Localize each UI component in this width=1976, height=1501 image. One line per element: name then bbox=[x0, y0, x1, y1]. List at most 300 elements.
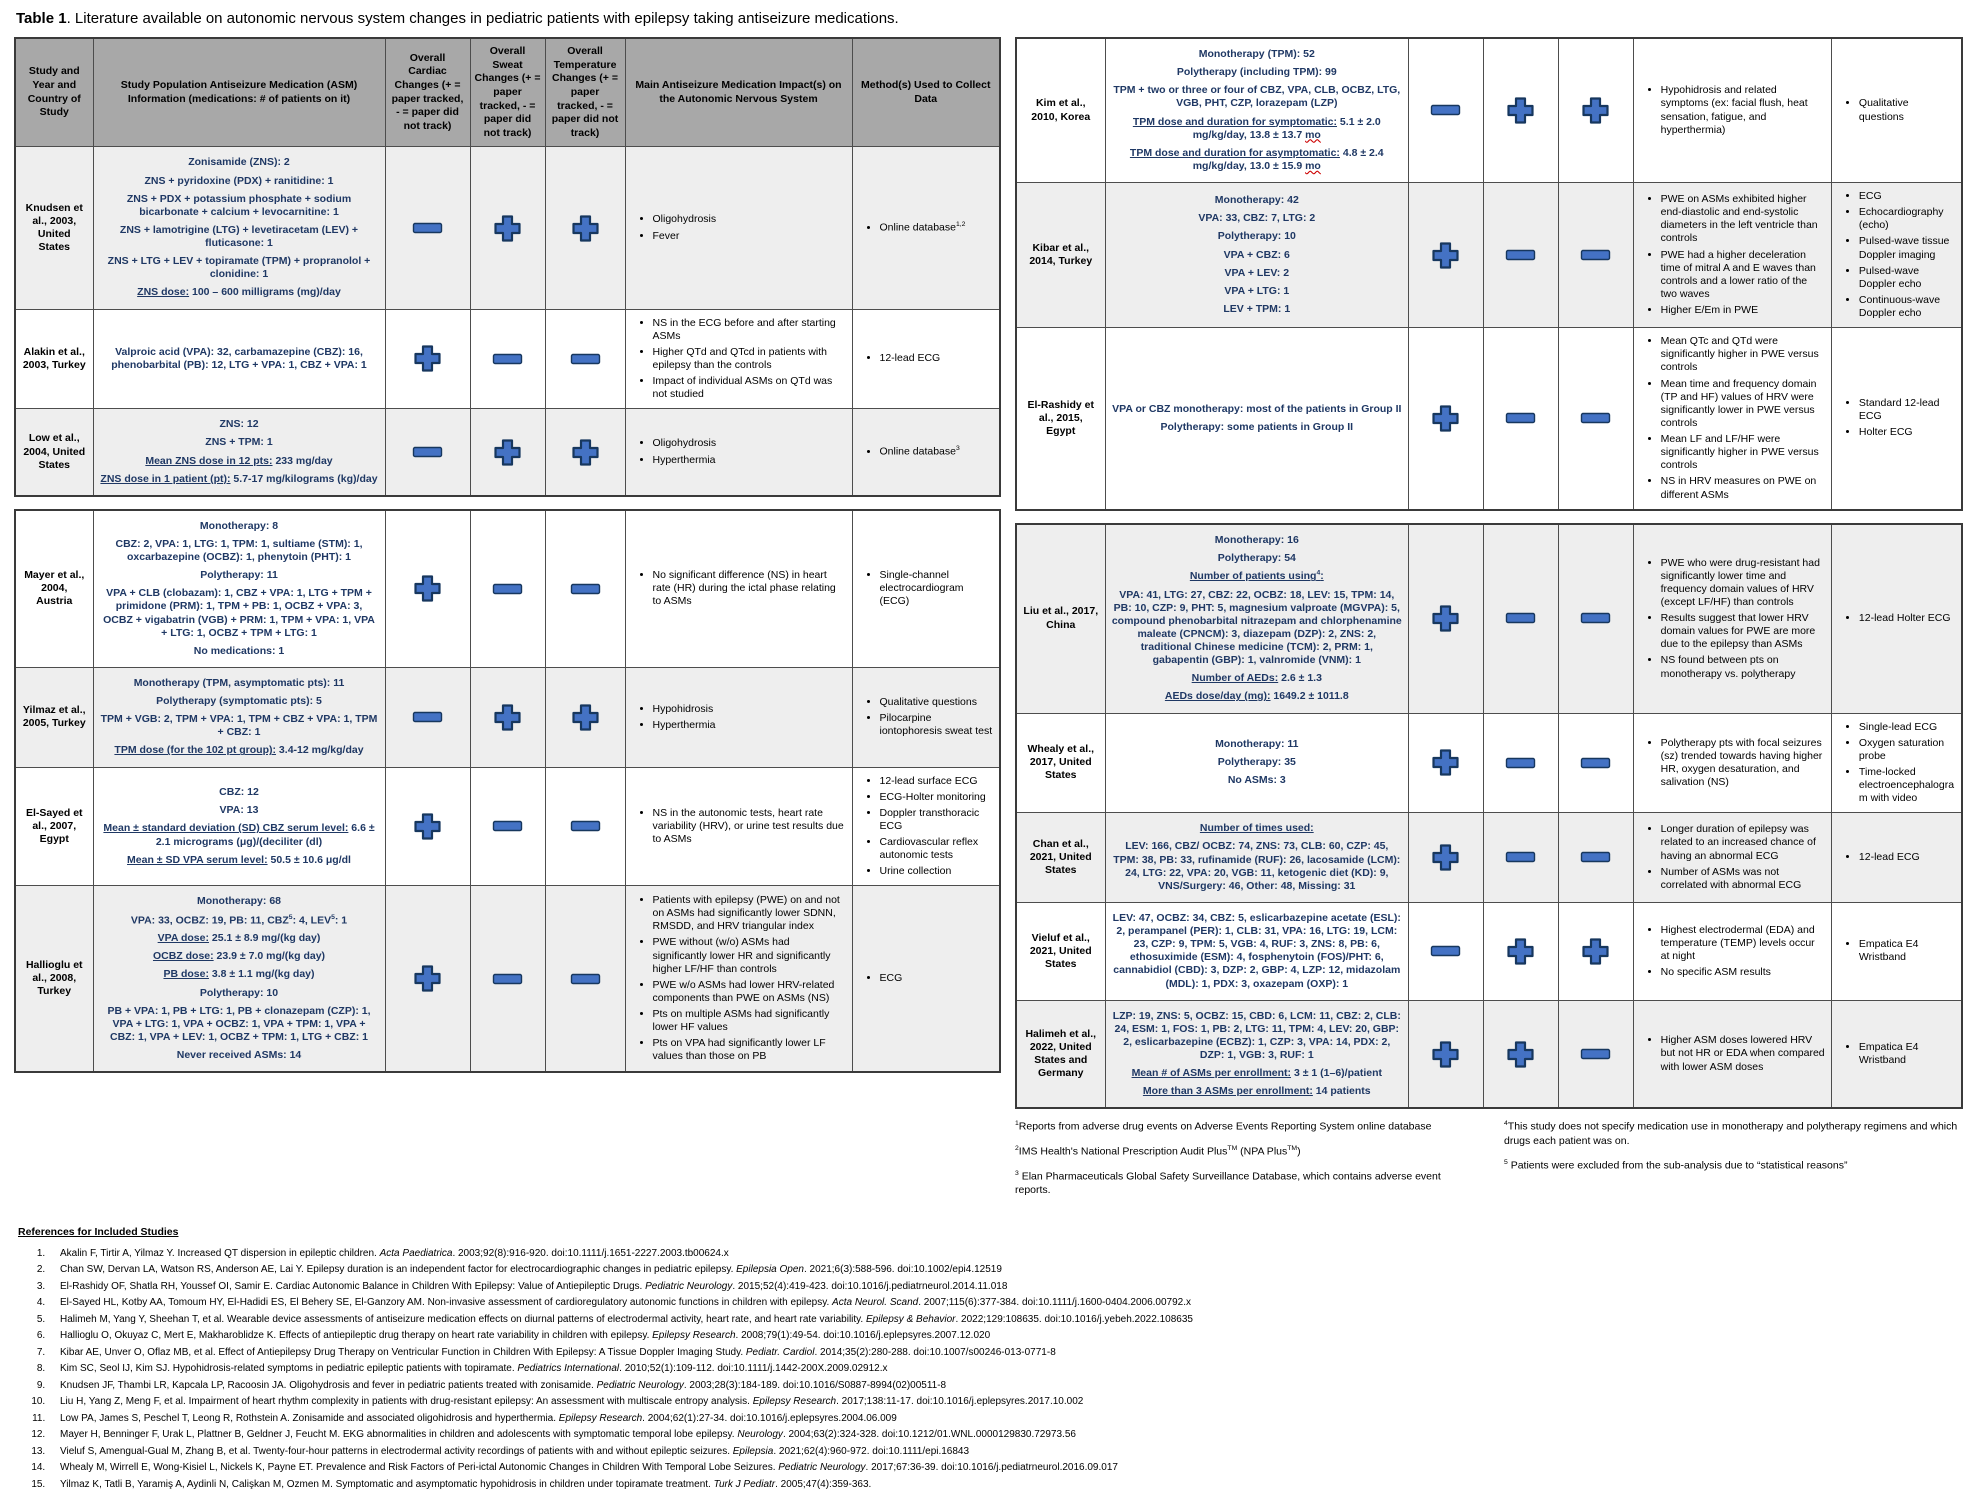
method-item: • Qualitative questions bbox=[1859, 97, 1955, 123]
plus-icon bbox=[412, 820, 443, 832]
minus-icon bbox=[412, 711, 443, 723]
table-row bbox=[1016, 183, 1962, 328]
asm-line: Monotherapy: 68 bbox=[196, 895, 281, 908]
col-header-asm-info: Study Population Antiseizure Medication (ASM) Information (medications: # of patients on it) bbox=[93, 38, 385, 147]
study-cell: Hallioglu et al., 2008, Turkey bbox=[15, 886, 93, 1072]
table-right-bottom bbox=[1015, 523, 1963, 1110]
study-cell: Liu et al., 2017, China bbox=[1016, 524, 1105, 713]
plus-icon bbox=[492, 711, 523, 723]
methods-cell bbox=[1831, 902, 1962, 1000]
methods-cell bbox=[852, 409, 1000, 496]
methods-cell bbox=[1831, 813, 1962, 903]
asm-line: Mean ZNS dose in 12 pts: 233 mg/day bbox=[145, 454, 333, 467]
minus-icon bbox=[570, 352, 601, 364]
minus-icon bbox=[1505, 756, 1536, 768]
asm-line: VPA: 41, LTG: 27, CBZ: 22, OCBZ: 18, LEV: 15, TPM: 14, PB: 10, CZP: 9, PHT: 5, magnesium valproate (MGVPA): 5, compound phenobarbital nitrazepam and chlorphenamine maleate (CPNCM): 3, diazepam (DZP): 2, ZNS: 2, traditional Chinese medicine (TCM): 2, PRM: 1, gabapentin (GBP): 1, valnromide (VNM): 1 bbox=[1111, 588, 1402, 667]
asm-line: CBZ: 12 bbox=[219, 786, 259, 799]
asm-line: Polytherapy: some patients in Group II bbox=[1160, 420, 1354, 433]
asm-line: Monotherapy: 42 bbox=[1214, 194, 1299, 207]
asm-line: Polytherapy: 35 bbox=[1217, 756, 1296, 769]
method-item: • 12-lead ECG bbox=[880, 352, 994, 365]
footnote: $^4$This study does not specify medication use in monotherapy and polytherapy regimens and which drugs each patient was on. bbox=[1504, 1120, 1958, 1148]
references-section bbox=[14, 1226, 1962, 1492]
sweat-changes-cell bbox=[470, 767, 545, 886]
asm-line: VPA or CBZ monotherapy: most of the patients in Group II bbox=[1112, 402, 1402, 415]
impact-item: • Longer duration of epilepsy was related to an increased chance of having an abnormal ECG bbox=[1661, 823, 1825, 862]
impact-item: • Hyperthermia bbox=[653, 454, 846, 467]
plus-icon bbox=[412, 353, 443, 365]
asm-line: ZNS: 12 bbox=[219, 418, 259, 431]
methods-cell bbox=[1831, 1000, 1962, 1108]
method-item: • Pulsed-wave Doppler echo bbox=[1859, 265, 1955, 291]
impact-item: • PWE without (w/o) ASMs had significantly lower HR and significantly higher LF/HF than controls bbox=[653, 936, 846, 975]
reference-item: 12. Mayer H, Benninger F, Urak L, Plattner B, Geldner J, Feucht M. EKG abnormalities in children and adolescents with symptomatic temporal lobe epilepsy. Neurology. 2004;63(2):324-328. doi:10.1212/01.WNL.0000129830.72973.56 bbox=[48, 1427, 1962, 1442]
study-cell: Kim et al., 2010, Korea bbox=[1016, 38, 1105, 183]
minus-icon bbox=[492, 972, 523, 984]
method-item: • Holter ECG bbox=[1859, 426, 1955, 439]
asm-line: ZNS + pyridoxine (PDX) + ranitidine: 1 bbox=[144, 174, 334, 187]
cardiac-changes-cell bbox=[1409, 1000, 1484, 1108]
methods-cell bbox=[852, 667, 1000, 767]
asm-line: TPM dose (for the 102 pt group): 3.4-12 mg/kg/day bbox=[114, 744, 364, 757]
cardiac-changes-cell bbox=[1409, 813, 1484, 903]
reference-item: 8. Kim SC, Seol IJ, Kim SJ. Hypohidrosis-related symptoms in pediatric epileptic patients with topiramate. Pediatrics International. 2010;52(1):109-112. doi:10.1111/j.1442-200X.2009.02912.x bbox=[48, 1361, 1962, 1376]
minus-icon bbox=[1505, 851, 1536, 863]
asm-line: ZNS + PDX + potassium phosphate + sodium bicarbonate + calcium + levocarnitine: 1 bbox=[126, 192, 352, 218]
references-title: References for Included Studies bbox=[18, 1225, 179, 1238]
reference-item: 7. Kibar AE, Unver O, Oflaz MB, et al. Effect of Antiepilepsy Drug Therapy on Ventricular Function in Children With Epilepsy: A Tissue Doppler Imaging Study. Pediatr. Cardiol. 2014;35(2):280-288. doi:10.1007/s00246-013-0771-8 bbox=[48, 1345, 1962, 1360]
asm-line: TPM + VGB: 2, TPM + VPA: 1, TPM + CBZ + VPA: 1, TPM + CBZ: 1 bbox=[100, 713, 378, 739]
asm-line: More than 3 ASMs per enrollment: 14 patients bbox=[1142, 1085, 1371, 1098]
reference-item: 13. Vieluf S, Amengual-Gual M, Zhang B, et al. Twenty-four-hour patterns in electrodermal activity recordings of patients with and without epileptic seizures. Epilepsia. 2021;62(4):960-972. doi:10.1111/epi.16843 bbox=[48, 1444, 1962, 1459]
study-cell: Low et al., 2004, United States bbox=[15, 409, 93, 496]
method-item: • ECG-Holter monitoring bbox=[880, 791, 994, 804]
impact-item: • NS in the autonomic tests, heart rate variability (HRV), or urine test results due to ASMs bbox=[653, 807, 846, 846]
impact-item: • Pts on VPA had significantly lower LF values than those on PB bbox=[653, 1037, 846, 1063]
table-row bbox=[15, 409, 1000, 496]
tables-container bbox=[14, 37, 1962, 1208]
impact-item: • PWE w/o ASMs had lower HRV-related components than PWE on ASMs (NS) bbox=[653, 979, 846, 1005]
cardiac-changes-cell bbox=[385, 309, 470, 409]
minus-icon bbox=[1580, 612, 1611, 624]
col-header-study: Study and Year and Country of Study bbox=[15, 38, 93, 147]
asm-line: AEDs dose/day (mg): 1649.2 ± 1011.8 bbox=[1164, 690, 1349, 703]
sweat-changes-cell bbox=[470, 409, 545, 496]
impact-item: • Highest electrodermal (EDA) and temperature (TEMP) levels occur at night bbox=[1661, 924, 1825, 963]
impact-item: • Oligohydrosis bbox=[653, 437, 846, 450]
asm-line: Polytherapy (including TPM): 99 bbox=[1176, 66, 1337, 79]
methods-cell bbox=[1831, 524, 1962, 713]
asm-line: Number of patients using$^4$: bbox=[1189, 569, 1324, 583]
table-row bbox=[15, 667, 1000, 767]
impacts-cell bbox=[1633, 1000, 1831, 1108]
plus-icon bbox=[492, 222, 523, 234]
method-item: • 12-lead ECG bbox=[1859, 851, 1955, 864]
left-column bbox=[14, 37, 999, 1073]
minus-icon bbox=[1430, 945, 1461, 957]
minus-icon bbox=[1580, 756, 1611, 768]
method-item: • Oxygen saturation probe bbox=[1859, 737, 1955, 763]
cardiac-changes-cell bbox=[385, 510, 470, 668]
minus-icon bbox=[1580, 412, 1611, 424]
asm-line: Valproic acid (VPA): 32, carbamazepine (CBZ): 16, phenobarbital (PB): 12, LTG + VPA: 1, CBZ + VPA: 1 bbox=[111, 345, 367, 371]
temperature-changes-cell bbox=[545, 309, 625, 409]
references-list bbox=[14, 1246, 1962, 1492]
study-cell: El-Sayed et al., 2007, Egypt bbox=[15, 767, 93, 886]
asm-info-cell bbox=[93, 309, 385, 409]
asm-line: VPA dose: 25.1 ± 8.9 mg/(kg day) bbox=[157, 932, 321, 945]
asm-line: Polytherapy: 10 bbox=[199, 986, 279, 999]
impact-item: • NS in HRV measures on PWE on different ASMs bbox=[1661, 475, 1825, 501]
impacts-cell bbox=[625, 147, 852, 309]
reference-item: 5. Halimeh M, Yang Y, Sheehan T, et al. Wearable device assessments of antiseizure medication effects on diurnal patterns of electrodermal activity, heart rate, and heart rate variability. Epilepsy & Behavior. 2022;129:108635. doi:10.1016/j.yebeh.2022.108635 bbox=[48, 1312, 1962, 1327]
temperature-changes-cell bbox=[545, 886, 625, 1072]
cardiac-changes-cell bbox=[385, 667, 470, 767]
method-item: • Qualitative questions bbox=[880, 696, 994, 709]
asm-info-cell bbox=[1105, 38, 1409, 183]
col-header-temperature: Overall Temperature Changes (+ = paper tracked, - = paper did not track) bbox=[545, 38, 625, 147]
plus-icon bbox=[1505, 945, 1536, 957]
reference-item: 9. Knudsen JF, Thambi LR, Kapcala LP, Racoosin JA. Oligohydrosis and fever in pediatric patients treated with zonisamide. Pediatric Neurology. 2003;28(3):184-189. doi:10.1016/S0887-8994(02)00511-8 bbox=[48, 1378, 1962, 1393]
sweat-changes-cell bbox=[1483, 902, 1558, 1000]
cardiac-changes-cell bbox=[385, 409, 470, 496]
asm-line: OCBZ dose: 23.9 ± 7.0 mg/(kg day) bbox=[152, 950, 326, 963]
table-row bbox=[1016, 813, 1962, 903]
impact-item: • NS in the ECG before and after starting ASMs bbox=[653, 317, 846, 343]
impact-item: • No significant difference (NS) in heart rate (HR) during the ictal phase relating to ASMs bbox=[653, 569, 846, 608]
asm-line: VPA + CBZ: 6 bbox=[1223, 248, 1290, 261]
cardiac-changes-cell bbox=[1409, 902, 1484, 1000]
minus-icon bbox=[570, 582, 601, 594]
asm-info-cell bbox=[93, 147, 385, 309]
impact-item: • No specific ASM results bbox=[1661, 966, 1825, 979]
table-row bbox=[15, 309, 1000, 409]
plus-icon bbox=[1430, 412, 1461, 424]
asm-line: ZNS dose: 100 – 600 milligrams (mg)/day bbox=[137, 286, 341, 299]
table-left-top bbox=[14, 37, 1001, 497]
minus-icon bbox=[1580, 1047, 1611, 1059]
plus-icon bbox=[570, 222, 601, 234]
sweat-changes-cell bbox=[470, 147, 545, 309]
methods-cell bbox=[1831, 38, 1962, 183]
temperature-changes-cell bbox=[545, 667, 625, 767]
cardiac-changes-cell bbox=[1409, 713, 1484, 813]
sweat-changes-cell bbox=[1483, 328, 1558, 510]
impact-item: • Patients with epilepsy (PWE) on and not on ASMs had significantly lower SDNN, RMSDD, and HRV triangular index bbox=[653, 894, 846, 933]
temperature-changes-cell bbox=[1558, 813, 1633, 903]
plus-icon bbox=[570, 711, 601, 723]
impact-item: • Fever bbox=[653, 230, 846, 243]
footnote: $^2$IMS Health's National Prescription Audit Plus™ (NPA Plus™) bbox=[1015, 1145, 1301, 1158]
asm-line: No medications: 1 bbox=[193, 644, 285, 657]
minus-icon bbox=[1580, 851, 1611, 863]
methods-cell bbox=[1831, 713, 1962, 813]
minus-icon bbox=[1505, 249, 1536, 261]
impact-item: • Impact of individual ASMs on QTd was not studied bbox=[653, 375, 846, 401]
asm-line: LZP: 19, ZNS: 5, OCBZ: 15, CBD: 6, LCM: 11, CBZ: 2, CLB: 24, ESM: 1, FOS: 1, PB: 2, LTG: 11, TPM: 4, LEV: 20, GBP: 2, eslicarbazepine (ECBZ): 1, CZP: 3, VPA: 14, PDX: 2, DZP: 1, VGB: 3, RUF: 1 bbox=[1112, 1009, 1401, 1061]
impact-item: • Mean LF and LF/HF were significantly higher in PWE versus controls bbox=[1661, 433, 1825, 472]
study-cell: Alakin et al., 2003, Turkey bbox=[15, 309, 93, 409]
table-row bbox=[15, 767, 1000, 886]
method-item: • Pulsed-wave tissue Doppler imaging bbox=[1859, 235, 1955, 261]
impacts-cell bbox=[1633, 524, 1831, 713]
asm-info-cell bbox=[93, 409, 385, 496]
minus-icon bbox=[492, 820, 523, 832]
asm-line: ZNS dose in 1 patient (pt): 5.7-17 mg/kilograms (kg)/day bbox=[100, 472, 378, 485]
study-cell: Knudsen et al., 2003, United States bbox=[15, 147, 93, 309]
asm-info-cell bbox=[1105, 813, 1409, 903]
temperature-changes-cell bbox=[1558, 38, 1633, 183]
impact-item: • Higher QTd and QTcd in patients with epilepsy than the controls bbox=[653, 346, 846, 372]
asm-line: Polytherapy (symptomatic pts): 5 bbox=[156, 695, 322, 708]
asm-line: VPA + CLB (clobazam): 1, CBZ + VPA: 1, LTG + TPM + primidone (PRM): 1, TPM + PB: 1, OCBZ + VPA: 3, OCBZ + vigabatrin (VGB) + PRM: 1, TPM + VPA: 1, VPA + LTG: 1, OCBZ + TPM + LTG: 1 bbox=[103, 587, 375, 639]
asm-line: TPM dose and duration for symptomatic: 5.1 ± 2.0 mg/kg/day, 13.8 ± 13.7 mo bbox=[1132, 115, 1381, 141]
cardiac-changes-cell bbox=[385, 147, 470, 309]
method-item: • Pilocarpine iontophoresis sweat test bbox=[880, 712, 994, 738]
plus-icon bbox=[1430, 757, 1461, 769]
reference-item: 4. El-Sayed HL, Kotby AA, Tomoum HY, El-Hadidi ES, El Behery SE, El-Ganzory AM. Non-invasive assessment of cardioregulatory autonomic functions in children with epilepsy. Acta Neurol. Scand. 2007;115(6):377-384. doi:10.1111/j.1600-0404.2006.00792.x bbox=[48, 1295, 1962, 1310]
method-item: • Online database$^{1,2}$ bbox=[880, 221, 994, 235]
asm-line: Never received ASMs: 14 bbox=[176, 1049, 302, 1062]
temperature-changes-cell bbox=[545, 767, 625, 886]
method-item: • ECG bbox=[880, 972, 994, 985]
cardiac-changes-cell bbox=[1409, 38, 1484, 183]
methods-cell bbox=[1831, 328, 1962, 510]
impact-item: • PWE had a higher deceleration time of mitral A and E waves than controls and a lower ratio of the two waves bbox=[1661, 249, 1825, 302]
plus-icon bbox=[1430, 612, 1461, 624]
asm-line: VPA: 33, OCBZ: 19, PB: 11, CBZ$^5$: 4, LEV$^5$: 1 bbox=[130, 913, 348, 927]
plus-icon bbox=[1505, 104, 1536, 116]
col-header-impacts: Main Antiseizure Medication Impact(s) on the Autonomic Nervous System bbox=[625, 38, 852, 147]
footnote: $^3$ Elan Pharmaceuticals Global Safety Surveillance Database, which contains adverse event reports. bbox=[1015, 1169, 1441, 1197]
impacts-cell bbox=[625, 667, 852, 767]
study-cell: Kibar et al., 2014, Turkey bbox=[1016, 183, 1105, 328]
asm-info-cell bbox=[93, 767, 385, 886]
asm-line: LEV + TPM: 1 bbox=[1223, 302, 1291, 315]
sweat-changes-cell bbox=[1483, 813, 1558, 903]
plus-icon bbox=[570, 446, 601, 458]
plus-icon bbox=[1430, 851, 1461, 863]
sweat-changes-cell bbox=[1483, 524, 1558, 713]
sweat-changes-cell bbox=[1483, 713, 1558, 813]
asm-line: Monotherapy: 11 bbox=[1215, 738, 1299, 751]
temperature-changes-cell bbox=[545, 510, 625, 668]
asm-line: VPA + LEV: 2 bbox=[1224, 266, 1290, 279]
footnotes bbox=[1015, 1119, 1963, 1207]
reference-item: 10. Liu H, Yang Z, Meng F, et al. Impairment of heart rhythm complexity in patients with drug-resistant epilepsy: An assessment with multiscale entropy analysis. Epilepsy Research. 2017;138:11-17. doi:10.1016/j.eplepsyres.2017.10.002 bbox=[48, 1394, 1962, 1409]
asm-line: TPM dose and duration for asymptomatic: 4.8 ± 2.4 mg/kg/day, 13.0 ± 15.9 mo bbox=[1129, 146, 1384, 172]
col-header-methods: Method(s) Used to Collect Data bbox=[852, 38, 1000, 147]
asm-line: Monotherapy: 8 bbox=[199, 519, 279, 532]
impacts-cell bbox=[625, 309, 852, 409]
asm-line: No ASMs: 3 bbox=[1227, 774, 1286, 787]
cardiac-changes-cell bbox=[1409, 183, 1484, 328]
methods-cell bbox=[852, 767, 1000, 886]
impact-item: • Hypohidrosis bbox=[653, 703, 846, 716]
asm-line: Mean ± standard deviation (SD) CBZ serum level: 6.6 ± 2.1 micrograms (μg)/(deciliter (dl) bbox=[103, 822, 375, 848]
asm-line: Polytherapy: 11 bbox=[200, 569, 278, 582]
sweat-changes-cell bbox=[470, 667, 545, 767]
footnotes-right bbox=[1504, 1119, 1963, 1207]
cardiac-changes-cell bbox=[1409, 328, 1484, 510]
minus-icon bbox=[570, 972, 601, 984]
minus-icon bbox=[492, 352, 523, 364]
temperature-changes-cell bbox=[1558, 713, 1633, 813]
plus-icon bbox=[1430, 249, 1461, 261]
method-item: • ECG bbox=[1859, 190, 1955, 203]
method-item: • Online database$^3$ bbox=[880, 445, 994, 459]
table-row bbox=[1016, 38, 1962, 183]
asm-line: Monotherapy (TPM, asymptomatic pts): 11 bbox=[133, 676, 345, 689]
impact-item: • NS found between pts on monotherapy vs. polytherapy bbox=[1661, 654, 1825, 680]
temperature-changes-cell bbox=[1558, 183, 1633, 328]
impacts-cell bbox=[1633, 183, 1831, 328]
table-row bbox=[1016, 524, 1962, 713]
method-item: • Urine collection bbox=[880, 865, 994, 878]
temperature-changes-cell bbox=[1558, 1000, 1633, 1108]
asm-info-cell bbox=[1105, 183, 1409, 328]
minus-icon bbox=[1580, 249, 1611, 261]
cardiac-changes-cell bbox=[385, 767, 470, 886]
reference-item: 15. Yilmaz K, Tatli B, Yaramiş A, Aydinli N, Calişkan M, Ozmen M. Symptomatic and asymptomatic hypohidrosis in children under topiramate treatment. Turk J Pediatr. 2005;47(4):359-363. bbox=[48, 1477, 1962, 1492]
method-item: • Doppler transthoracic ECG bbox=[880, 807, 994, 833]
temperature-changes-cell bbox=[1558, 902, 1633, 1000]
header-row bbox=[15, 38, 1000, 147]
asm-info-cell bbox=[1105, 1000, 1409, 1108]
method-item: • Empatica E4 Wristband bbox=[1859, 938, 1955, 964]
asm-line: PB + VPA: 1, PB + LTG: 1, PB + clonazepam (CZP): 1, VPA + LTG: 1, VPA + OCBZ: 1, VPA + TPM: 1, VPA + CBZ: 1, VPA + LEV: 1, OCBZ + TPM: 1, LTG + CBZ: 1 bbox=[107, 1004, 371, 1043]
asm-info-cell bbox=[1105, 713, 1409, 813]
asm-line: Monotherapy (TPM): 52 bbox=[1198, 48, 1315, 60]
sweat-changes-cell bbox=[1483, 183, 1558, 328]
right-column bbox=[1015, 37, 1963, 1208]
method-item: • 12-lead Holter ECG bbox=[1859, 612, 1955, 625]
impacts-cell bbox=[1633, 38, 1831, 183]
col-header-cardiac: Overall Cardiac Changes (+ = paper tracked, - = paper did not track) bbox=[385, 38, 470, 147]
footnote: $^5$ Patients were excluded from the sub-analysis due to “statistical reasons” bbox=[1504, 1159, 1848, 1172]
asm-line: Mean # of ASMs per enrollment: 3 ± 1 (1–6)/patient bbox=[1131, 1067, 1382, 1080]
impact-item: • Pts on multiple ASMs had significantly lower HF values bbox=[653, 1008, 846, 1034]
minus-icon bbox=[1505, 612, 1536, 624]
impacts-cell bbox=[1633, 902, 1831, 1000]
title-text: . Literature available on autonomic nervous system changes in pediatric patients with epilepsy taking antiseizure medications. bbox=[66, 10, 899, 27]
table-row bbox=[1016, 713, 1962, 813]
title-label: Table 1 bbox=[16, 10, 67, 27]
cardiac-changes-cell bbox=[385, 886, 470, 1072]
table-row bbox=[1016, 328, 1962, 510]
plus-icon bbox=[492, 446, 523, 458]
impact-item: • PWE who were drug-resistant had significantly lower time and frequency domain values of HRV (except LF/HF) than controls bbox=[1661, 557, 1825, 610]
methods-cell bbox=[852, 886, 1000, 1072]
impacts-cell bbox=[1633, 713, 1831, 813]
footnotes-left bbox=[1015, 1119, 1474, 1207]
impact-item: • Results suggest that lower HRV domain values for PWE are more due to the epilepsy than ASMs bbox=[1661, 612, 1825, 651]
impact-item: • Polytherapy pts with focal seizures (sz) trended towards having higher HR, oxygen desaturation, and salivation (NS) bbox=[1661, 737, 1825, 790]
reference-item: 6. Hallioglu O, Okuyaz C, Mert E, Makharoblidze K. Effects of antiepileptic drug therapy on heart rate variability in children with epilepsy. Epilepsy Research. 2008;79(1):49-54. doi:10.1016/j.eplepsyres.2007.12.020 bbox=[48, 1328, 1962, 1343]
asm-line: VPA: 13 bbox=[219, 804, 259, 817]
study-cell: Yilmaz et al., 2005, Turkey bbox=[15, 667, 93, 767]
impacts-cell bbox=[625, 510, 852, 668]
sweat-changes-cell bbox=[470, 309, 545, 409]
study-cell: Whealy et al., 2017, United States bbox=[1016, 713, 1105, 813]
impacts-cell bbox=[625, 409, 852, 496]
sweat-changes-cell bbox=[470, 510, 545, 668]
asm-line: ZNS + TPM: 1 bbox=[205, 436, 273, 449]
impacts-cell bbox=[1633, 328, 1831, 510]
impact-item: • PWE on ASMs exhibited higher end-diastolic and end-systolic diameters in the left ventricle than controls bbox=[1661, 193, 1825, 246]
temperature-changes-cell bbox=[1558, 328, 1633, 510]
plus-icon bbox=[1430, 1048, 1461, 1060]
asm-line: Number of AEDs: 2.6 ± 1.3 bbox=[1191, 672, 1322, 685]
asm-line: VPA + LTG: 1 bbox=[1224, 284, 1290, 297]
plus-icon bbox=[1505, 1048, 1536, 1060]
asm-line: PB dose: 3.8 ± 1.1 mg/(kg day) bbox=[163, 968, 315, 981]
impact-item: • Mean time and frequency domain (TP and HF) values of HRV were significantly lower in PWE versus controls bbox=[1661, 378, 1825, 431]
temperature-changes-cell bbox=[545, 147, 625, 309]
table-left-bottom bbox=[14, 509, 1001, 1073]
method-item: • Single-channel electrocardiogram (ECG) bbox=[880, 569, 994, 608]
impact-item: • Mean QTc and QTd were significantly higher in PWE versus controls bbox=[1661, 335, 1825, 374]
footnote: $^1$Reports from adverse drug events on Adverse Events Reporting System online database bbox=[1015, 1120, 1432, 1133]
asm-info-cell bbox=[93, 510, 385, 668]
table-row bbox=[15, 886, 1000, 1072]
table-row bbox=[15, 510, 1000, 668]
impact-item: • Higher E/Em in PWE bbox=[1661, 304, 1825, 317]
asm-line: Polytherapy: 10 bbox=[1217, 230, 1296, 243]
asm-line: TPM + two or three or four of CBZ, VPA, CLB, OCBZ, LTG, VGB, PHT, CZP, lorazepam (LZP) bbox=[1113, 84, 1401, 110]
impact-item: • Hyperthermia bbox=[653, 719, 846, 732]
impacts-cell bbox=[1633, 813, 1831, 903]
asm-info-cell bbox=[1105, 902, 1409, 1000]
plus-icon bbox=[412, 583, 443, 595]
minus-icon bbox=[412, 221, 443, 233]
minus-icon bbox=[412, 446, 443, 458]
table-header bbox=[15, 38, 1000, 147]
sweat-changes-cell bbox=[1483, 1000, 1558, 1108]
asm-info-cell bbox=[1105, 328, 1409, 510]
method-item: • Time-locked electroencephalogram with video bbox=[1859, 766, 1955, 805]
impact-item: • Hypohidrosis and related symptoms (ex: facial flush, heat sensation, fatigue, and hyperthermia) bbox=[1661, 84, 1825, 137]
method-item: • 12-lead surface ECG bbox=[880, 775, 994, 788]
sweat-changes-cell bbox=[1483, 38, 1558, 183]
method-item: • Continuous-wave Doppler echo bbox=[1859, 294, 1955, 320]
impact-item: • Number of ASMs was not correlated with abnormal ECG bbox=[1661, 866, 1825, 892]
asm-line: LEV: 166, CBZ/ OCBZ: 74, ZNS: 73, CLB: 60, CZP: 45, TPM: 38, PB: 33, rufinamide (RUF): 26, lacosamide (LCM): 24, LTG: 22, VPA: 20, VGB: 11, ketogenic diet (KD): 9, VNS/Surgery: 46, Other: 48, Missing: 31 bbox=[1113, 840, 1401, 892]
impact-item: • Oligohydrosis bbox=[653, 213, 846, 226]
cardiac-changes-cell bbox=[1409, 524, 1484, 713]
methods-cell bbox=[852, 147, 1000, 309]
minus-icon bbox=[1505, 412, 1536, 424]
page-title bbox=[16, 10, 1962, 27]
asm-line: Zonisamide (ZNS): 2 bbox=[188, 156, 290, 169]
reference-item: 14. Whealy M, Wirrell E, Wong-Kisiel L, Nickels K, Payne ET. Prevalence and Risk Factors of Peri-ictal Autonomic Changes in Children With Temporal Lobe Seizures. Pediatric Neurology. 2017;67:36-39. doi:10.1016/j.pediatrneurol.2016.09.017 bbox=[48, 1460, 1962, 1475]
asm-line: Monotherapy: 16 bbox=[1214, 533, 1299, 546]
asm-info-cell bbox=[1105, 524, 1409, 713]
impact-item: • Higher ASM doses lowered HRV but not HR or EDA when compared with lower ASM doses bbox=[1661, 1034, 1825, 1073]
asm-line: CBZ: 2, VPA: 1, LTG: 1, TPM: 1, sultiame (STM): 1, oxcarbazepine (OCBZ): 1, phenytoin (PHT): 1 bbox=[115, 537, 363, 564]
methods-cell bbox=[852, 510, 1000, 668]
study-cell: Mayer et al., 2004, Austria bbox=[15, 510, 93, 668]
plus-icon bbox=[1580, 104, 1611, 116]
methods-cell bbox=[1831, 183, 1962, 328]
method-item: • Empatica E4 Wristband bbox=[1859, 1041, 1955, 1067]
study-cell: El-Rashidy et al., 2015, Egypt bbox=[1016, 328, 1105, 510]
table-row bbox=[1016, 902, 1962, 1000]
reference-item: 3. El-Rashidy OF, Shatla RH, Youssef OI, Samir E. Cardiac Autonomic Balance in Children With Epilepsy: Value of Antiepileptic Drugs. Pediatric Neurology. 2015;52(4):419-423. doi:10.1016/j.pediatrneurol.2014.11.018 bbox=[48, 1279, 1962, 1294]
impacts-cell bbox=[625, 886, 852, 1072]
plus-icon bbox=[412, 973, 443, 985]
sweat-changes-cell bbox=[470, 886, 545, 1072]
